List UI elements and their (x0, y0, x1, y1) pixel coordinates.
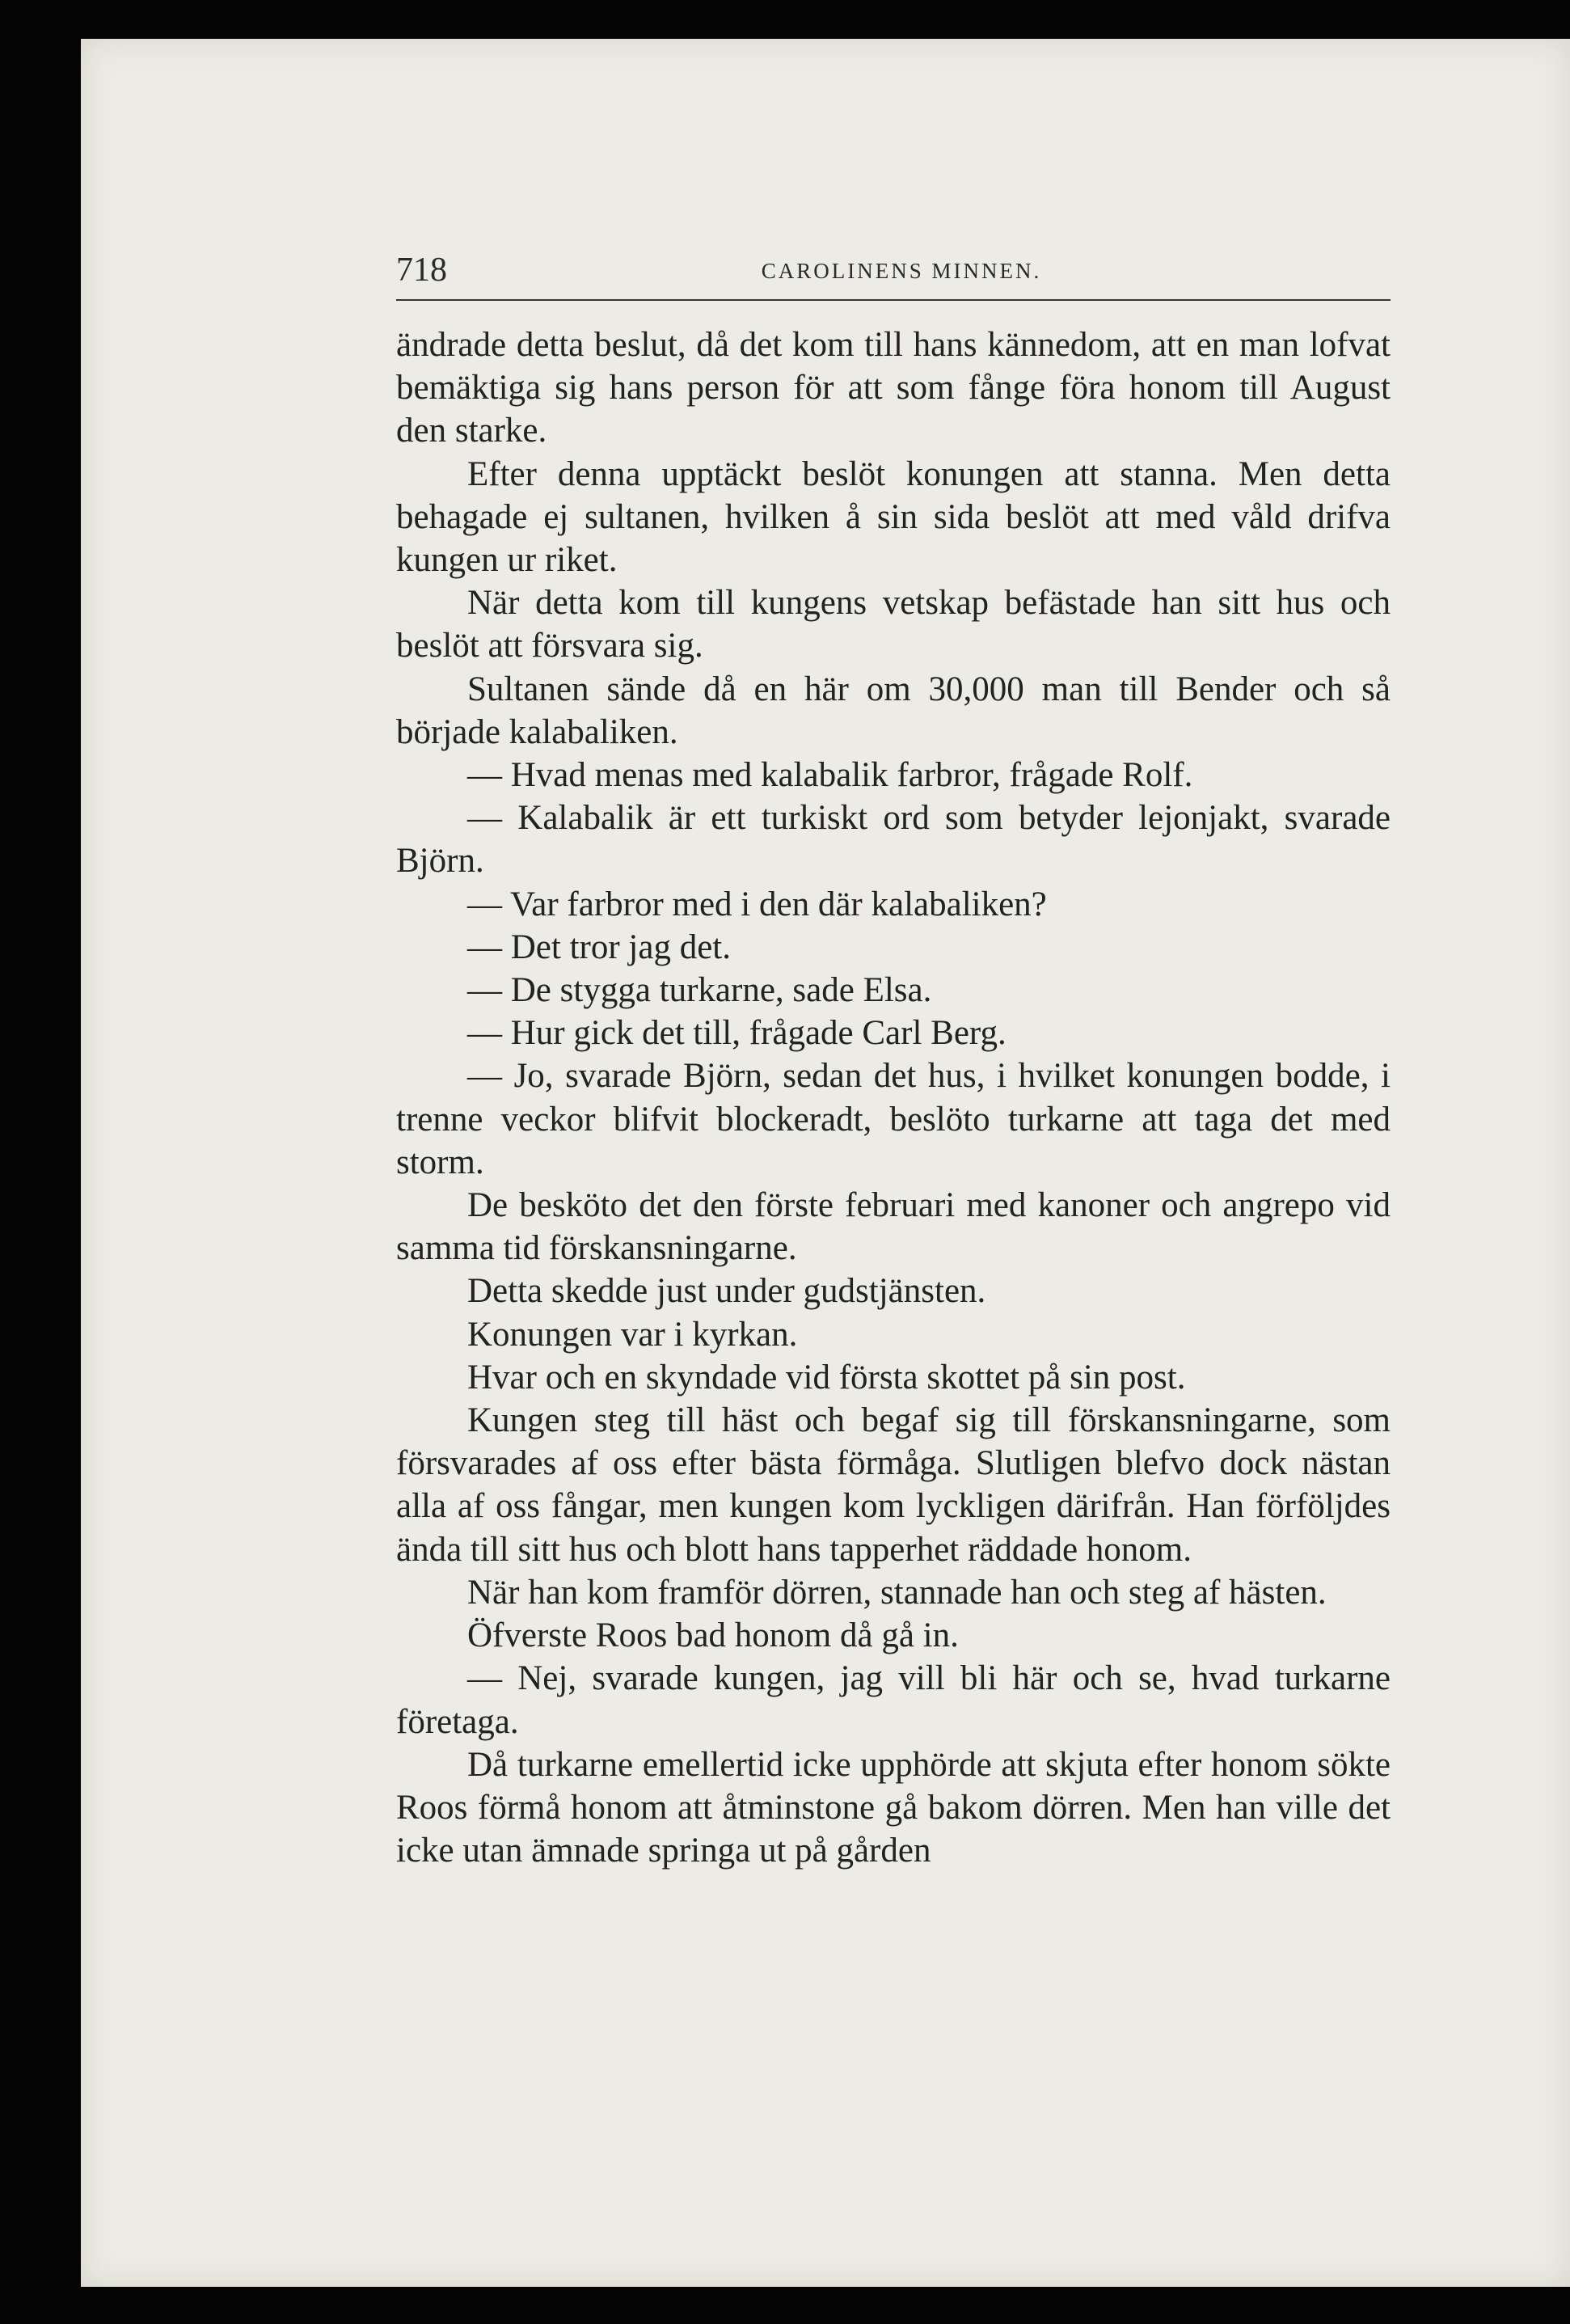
paragraph: ändrade detta beslut, då det kom till hans kännedom, att en man lofvat bemäktiga sig hans person för att som fånge föra honom till August den starke. (396, 326, 1391, 450)
paragraph: Detta skedde just under gudstjänsten. (467, 1272, 986, 1311)
dialogue-line: — Nej, svarade kungen, jag vill bli här och se, hvad turkarne företaga. (396, 1659, 1391, 1741)
paragraph: Kungen steg till häst och begaf sig till förskansningarne, som försvarades af oss efter bästa förmåga. Slutligen blefvo dock nästan alla af oss fångar, men kungen kom lyckligen därifrån. Han förföljdes ända till sitt hus och blott hans tapperhet räddade honom. (396, 1401, 1391, 1569)
dialogue-line: — De stygga turkarne, sade Elsa. (467, 971, 932, 1010)
dialogue-line: — Hur gick det till, frågade Carl Berg. (467, 1014, 1007, 1053)
paragraph: Hvar och en skyndade vid första skottet på sin post. (467, 1358, 1186, 1397)
dialogue-line: — Hvad menas med kalabalik farbror, frågade Rolf. (467, 756, 1193, 795)
paragraph: Konungen var i kyrkan. (467, 1315, 798, 1354)
paragraph: Sultanen sände då en här om 30,000 man till Bender och så började kalabaliken. (396, 670, 1391, 751)
paragraph: När detta kom till kungens vetskap befästade han sitt hus och beslöt att försvara sig. (396, 584, 1391, 666)
body-text (396, 323, 1391, 1872)
dialogue-line: — Jo, svarade Björn, sedan det hus, i hvilket konungen bodde, i trenne veckor blifvit blockeradt, beslöto turkarne att taga det med storm. (396, 1057, 1391, 1181)
running-title: CAROLINENS MINNEN. (761, 259, 1042, 283)
paragraph: När han kom framför dörren, stannade han och steg af hästen. (467, 1573, 1327, 1612)
paragraph: Öfverste Roos bad honom då gå in. (467, 1616, 959, 1655)
paragraph: Efter denna upptäckt beslöt konungen att stanna. Men detta behagade ej sultanen, hvilken å sin sida beslöt att med våld drifva kungen ur riket. (396, 454, 1391, 580)
dialogue-line: — Kalabalik är ett turkiskt ord som betyder lejonjakt, svarade Björn. (396, 799, 1391, 881)
paragraph: De besköto det den förste februari med kanoner och angrepo vid samma tid förskansningarne. (396, 1186, 1391, 1268)
dialogue-line: — Det tror jag det. (467, 927, 731, 966)
paragraph: Då turkarne emellertid icke upphörde att skjuta efter honom sökte Roos förmå honom att åtminstone gå bakom dörren. Men han ville det icke utan ämnade springa ut på gården (396, 1745, 1391, 1870)
dialogue-line: — Var farbror med i den där kalabaliken? (467, 885, 1047, 923)
page-number: 718 (396, 251, 447, 289)
page-header (396, 243, 1391, 301)
